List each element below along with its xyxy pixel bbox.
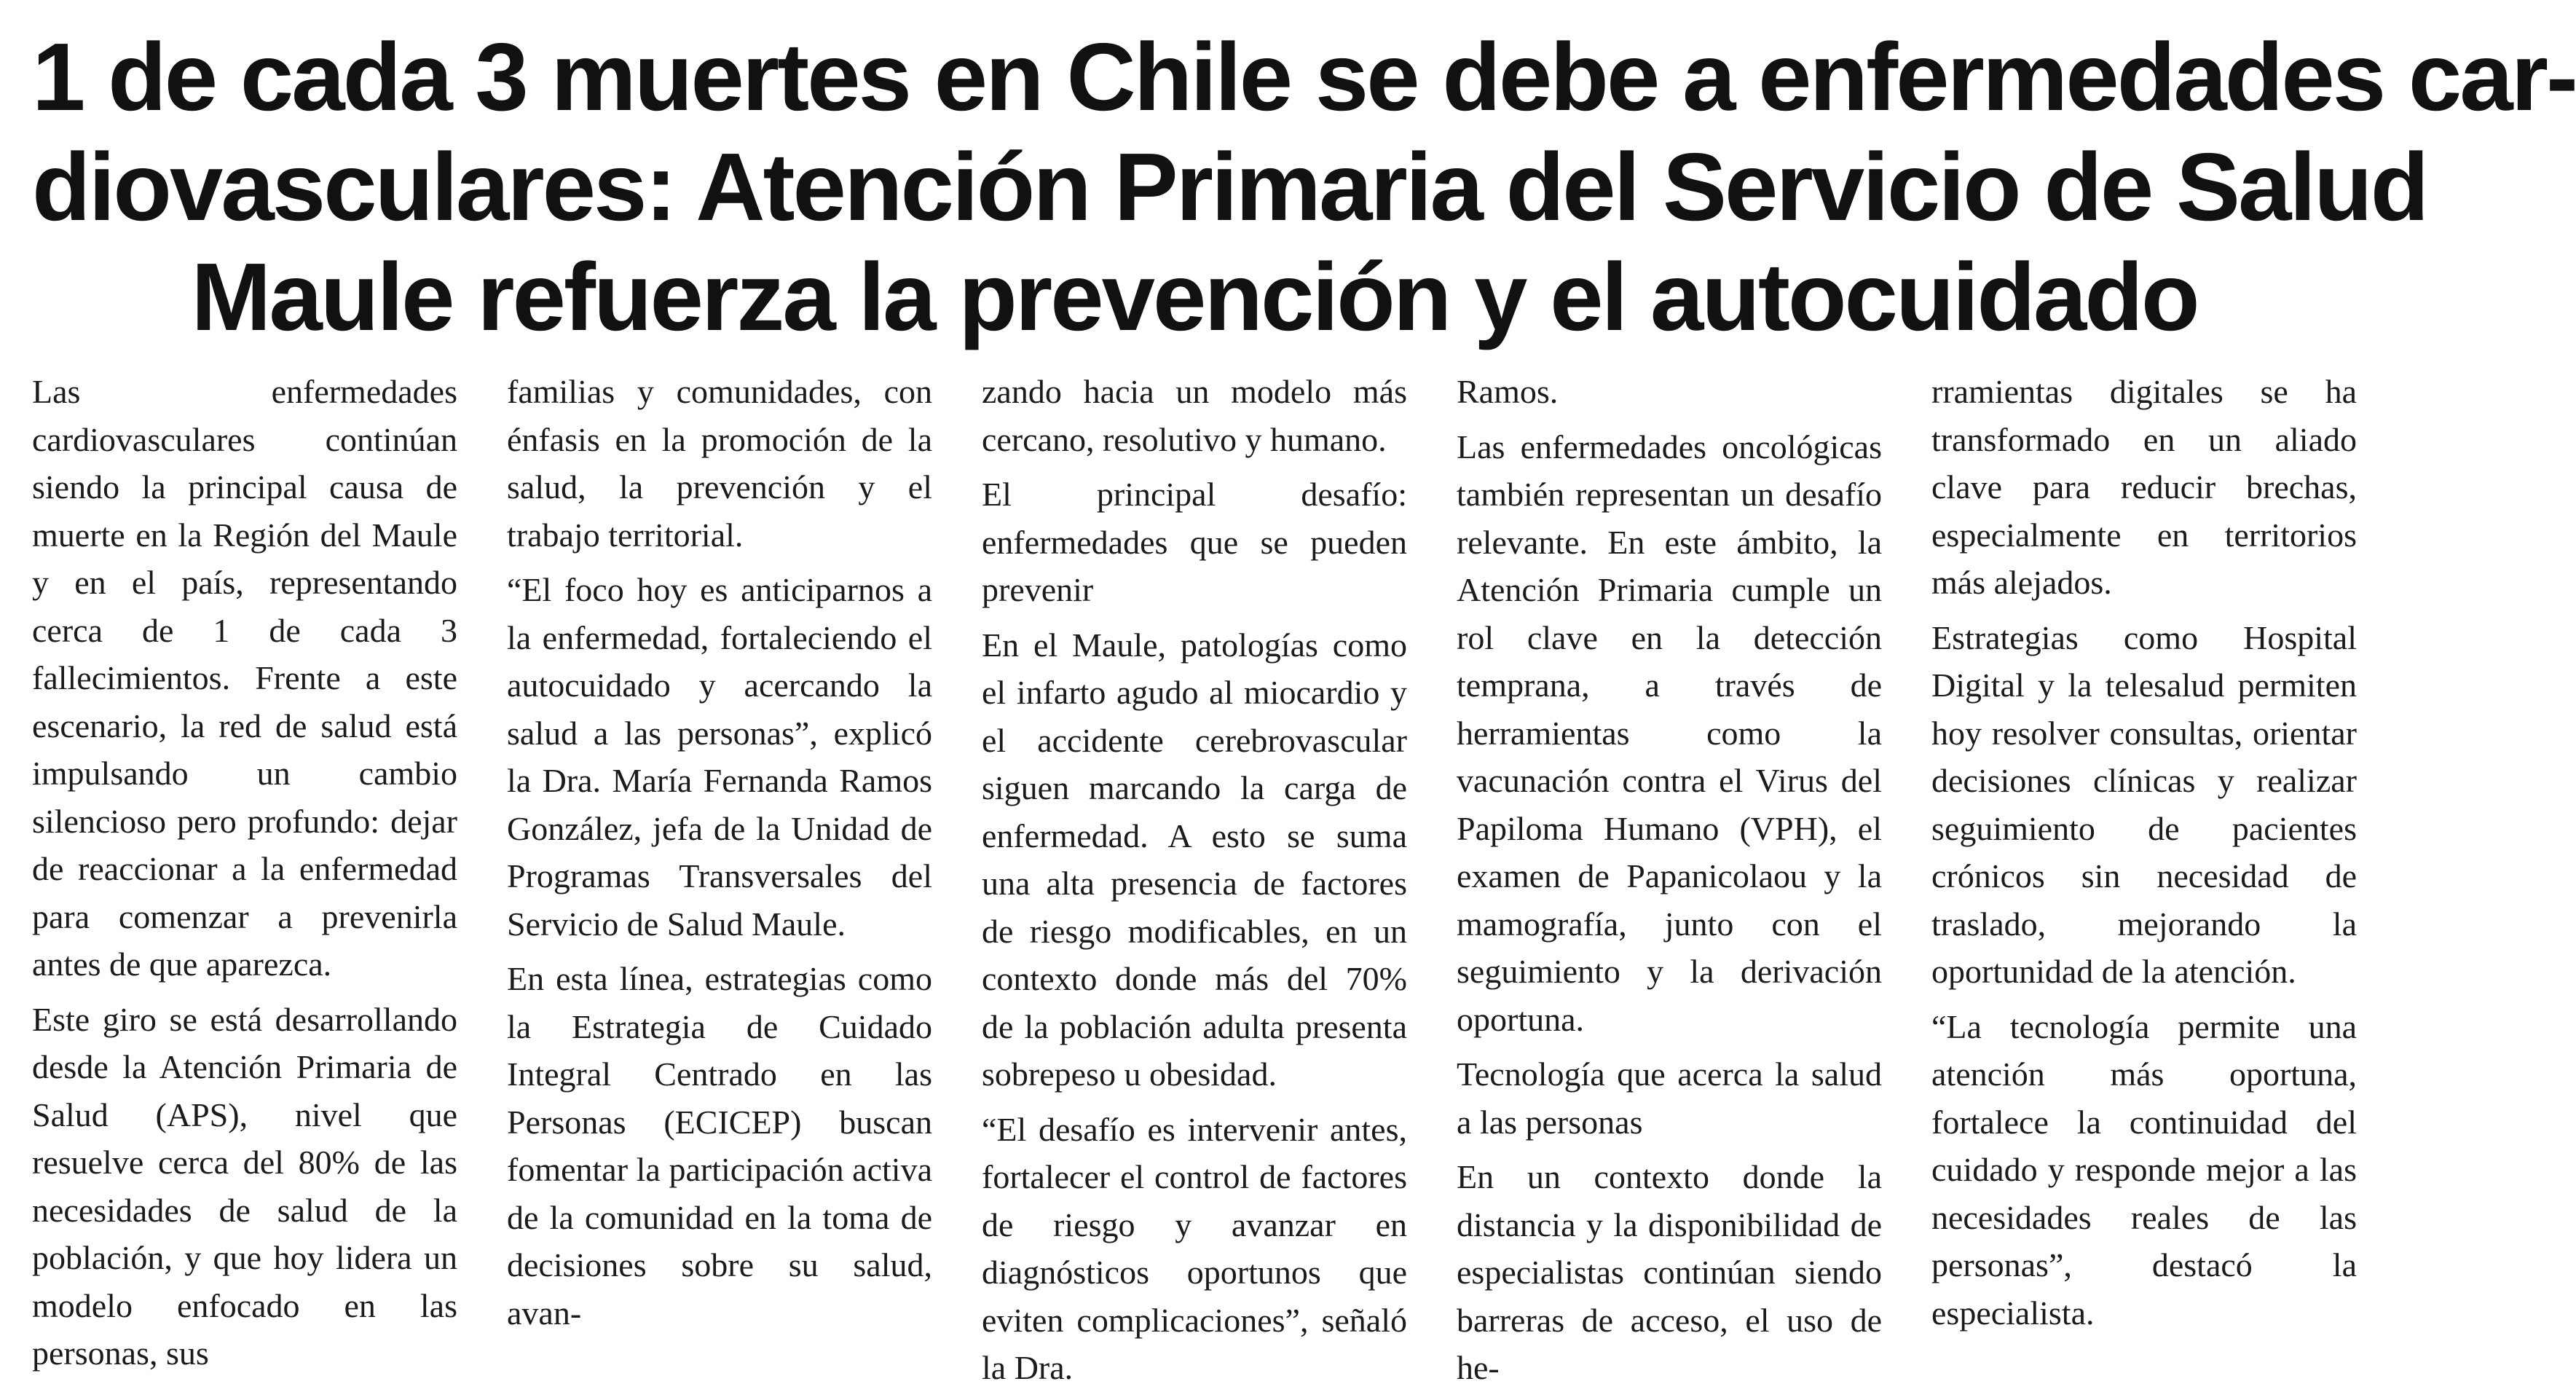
paragraph-intro: Las enfermedades cardiovasculares continúan siendo la principal causa de muerte en la Región del Maule y en el país, representando cerca de 1 de cada 3 fallecimientos. Frente a este escenario, la red de salud está impulsando un cambio silencioso pero profundo: dejar de reaccionar a la enfermedad para comenzar a prevenirla antes de que aparezca.: [32, 373, 457, 983]
paragraph-telehealth: Estrategias como Hospital Digital y la telesalud permiten hoy resolver consultas, orientar decisiones clínicas y realizar seguimiento de pacientes crónicos sin necesidad de traslado, mejorando la oportunidad de la atención.: [1931, 618, 2357, 990]
text-column-3: [982, 368, 1407, 1386]
paragraph-quote-challenge: “El desafío es intervenir antes, fortalecer el control de factores de riesgo y avanzar en diagnósticos oportunos que eviten complicaciones”, señaló la Dra.: [982, 1110, 1407, 1386]
paragraph-quote-technology: “La tecnología permite una atención más oportuna, fortalece la continuidad del cuidado y responde mejor a las necesidades reales de las personas”, destacó la especialista.: [1931, 1007, 2357, 1332]
headline-line-1: 1 de cada 3 muertes en Chile se debe a enfermedades car-: [32, 23, 2576, 130]
article-body: [32, 368, 2357, 1386]
paragraph-distance: En un contexto donde la distancia y la disponibilidad de especialistas continúan siendo barreras de acceso, el uso de he-: [1457, 1158, 1882, 1386]
paragraph-continuation: rramientas digitales se ha transformado en un aliado clave para reducir brechas, especialmente en territorios más alejados.: [1931, 373, 2357, 601]
article-headline: [32, 22, 2576, 352]
paragraph-maule-pathologies: En el Maule, patologías como el infarto agudo al miocardio y el accidente cerebrovascular siguen marcando la carga de enfermedad. A esto se suma una alta presencia de factores de riesgo modificables, en un contexto donde más del 70% de la población adulta presenta sobrepeso u obesidad.: [982, 626, 1407, 1093]
section-subheading: El principal desafío: enfermedades que se pueden prevenir: [982, 476, 1407, 608]
text-column-2: [507, 368, 932, 1332]
section-subheading: Tecnología que acerca la salud a las personas: [1457, 1055, 1882, 1141]
text-column-1: [32, 368, 457, 1372]
paragraph-ecicep: En esta línea, estrategias como la Estrategia de Cuidado Integral Centrado en las Personas (ECICEP) buscan fomentar la participación activa de la comunidad en la toma de decisiones sobre su salud, avan-: [507, 960, 932, 1332]
text-column-4: [1457, 368, 1882, 1386]
headline-line-3: Maule refuerza la prevención y el autocuidado: [191, 243, 2198, 350]
headline-line-2: diovasculares: Atención Primaria del Servicio de Salud: [32, 133, 2427, 240]
paragraph-continuation: zando hacia un modelo más cercano, resolutivo y humano.: [982, 373, 1407, 458]
paragraph-continuation: familias y comunidades, con énfasis en la promoción de la salud, la prevención y el trabajo territorial.: [507, 373, 932, 554]
paragraph-oncology: Las enfermedades oncológicas también representan un desafío relevante. En este ámbito, la Atención Primaria cumple un rol clave en la detección temprana, a través de herramientas como la vacunación contra el Virus del Papiloma Humano (VPH), el examen de Papanicolaou y la mamografía, junto con el seguimiento y la derivación oportuna.: [1457, 428, 1882, 1038]
paragraph-aps: Este giro se está desarrollando desde la Atención Primaria de Salud (APS), nivel que resuelve cerca del 80% de las necesidades de salud de la población, y que hoy lidera un modelo enfocado en las personas, sus: [32, 1000, 457, 1372]
paragraph-quote-ramos: “El foco hoy es anticiparnos a la enfermedad, fortaleciendo el autocuidado y acercando la salud a las personas”, explicó la Dra. María Fernanda Ramos González, jefa de la Unidad de Programas Transversales del Servicio de Salud Maule.: [507, 571, 932, 943]
paragraph-continuation: Ramos.: [1457, 373, 1559, 410]
text-column-5: [1931, 368, 2357, 1332]
